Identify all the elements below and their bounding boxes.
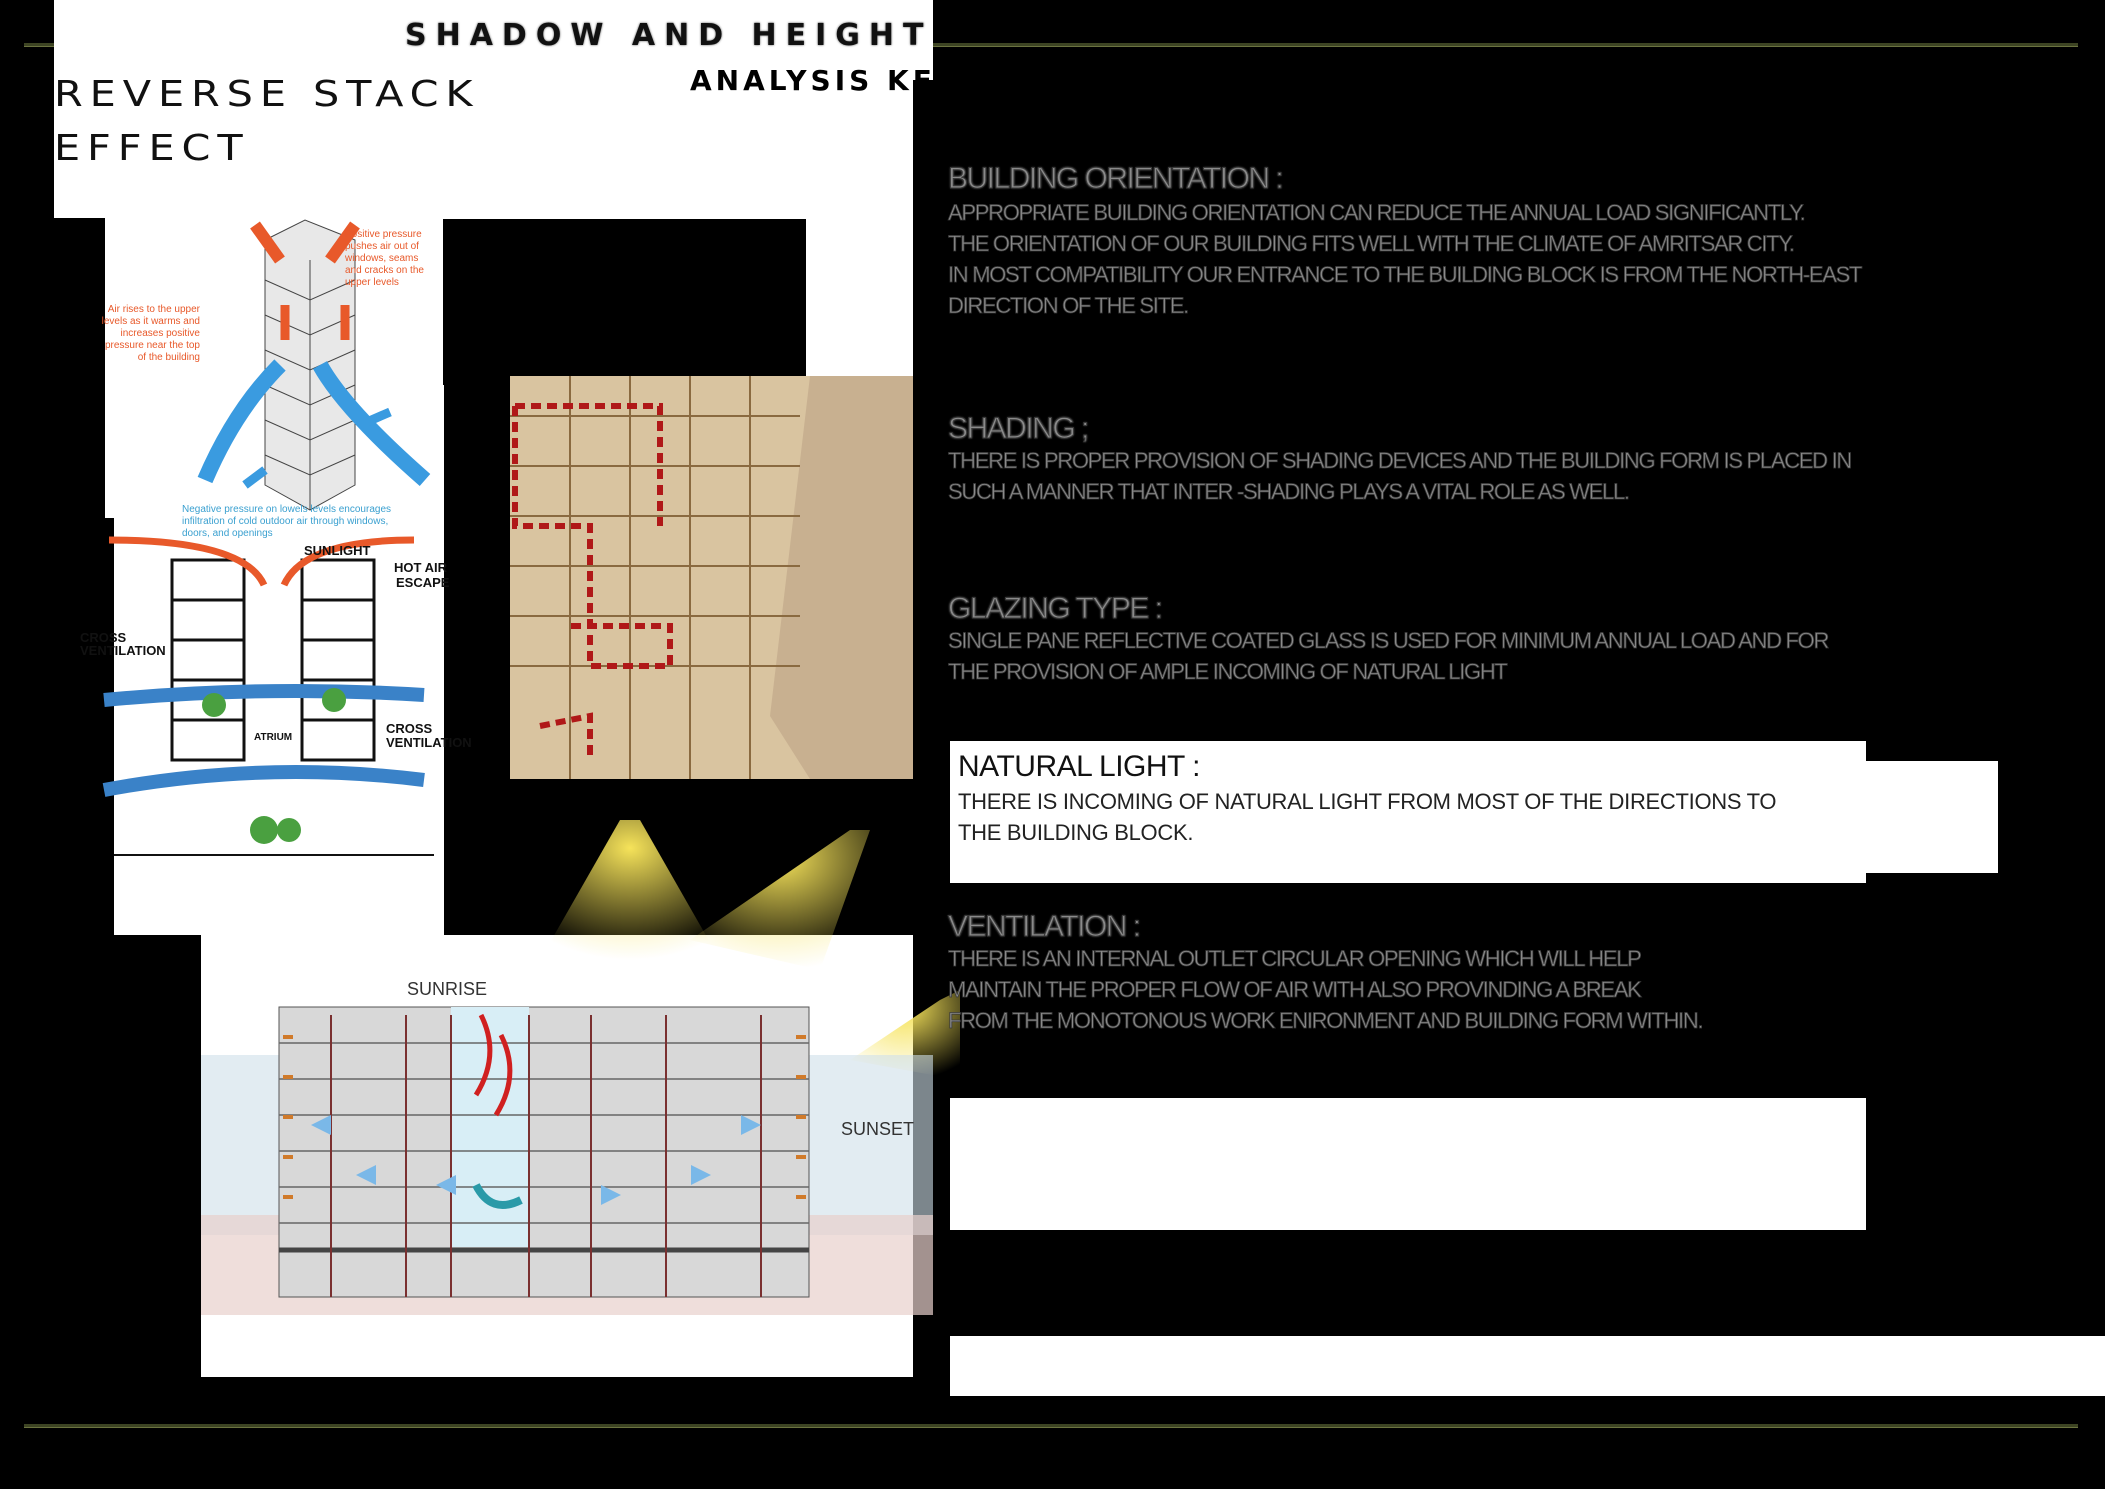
hot-air-label: HOT AIR (394, 560, 447, 575)
svg-text:infiltration of cold outdoor a: infiltration of cold outdoor air through windows, (182, 516, 389, 527)
building-orientation-text: APPROPRIATE BUILDING ORIENTATION CAN REDUCE THE ANNUAL LOAD SIGNIFICANTLY. THE ORIENTATION OF OUR BUILDING FITS WELL WITH THE CLIMATE OF AMRITSAR CITY. IN MOST COMPATIBILITY OUR ENTRANCE TO THE BUILDING BLOCK IS FROM THE NORTH-EAST DIRECTION OF THE SITE. (948, 200, 1862, 318)
natural-light-box-ext (1866, 761, 1998, 873)
svg-text:Air rises to the upper: Air rises to the upper (107, 304, 200, 315)
negative-pressure-label (182, 504, 391, 539)
glazing-text: SINGLE PANE REFLECTIVE COATED GLASS IS USED FOR MINIMUM ANNUAL LOAD AND FOR THE PROVISION OF AMPLE INCOMING OF NATURAL LIGHT (948, 628, 1829, 684)
heading-shading: SHADING ; (948, 412, 1088, 445)
key-label: KEY (887, 64, 961, 97)
sunset-label: SUNSET (841, 1119, 915, 1139)
ventilation-text: THERE IS AN INTERNAL OUTLET CIRCULAR OPENING WHICH WILL HELP MAINTAIN THE PROPER FLOW OF AIR WITH ALSO PROVINDING A BREAK FROM THE MONOTONOUS WORK ENIRONMENT AND BUILDING FORM WITHIN. (948, 946, 1703, 1033)
svg-text:Negative pressure on lowels le: Negative pressure on lowels levels encourages (182, 504, 392, 515)
cross-ventilation-left-label: CROSS (80, 630, 127, 645)
svg-text:VENTILATION: VENTILATION (80, 643, 166, 658)
positive-pressure-label (344, 229, 424, 288)
sunlight-label: SUNLIGHT (304, 543, 371, 558)
heading-ventilation: VENTILATION : (948, 910, 1140, 943)
natural-light-text: THERE IS INCOMING OF NATURAL LIGHT FROM MOST OF THE DIRECTIONS TO THE BUILDING BLOCK. (958, 789, 1777, 845)
bottom-rule (24, 1424, 2078, 1427)
sunrise-label: SUNRISE (407, 979, 488, 999)
atrium-section-diagram (80, 500, 472, 860)
stack-effect-diagram (101, 200, 445, 540)
svg-text:and cracks on the: and cracks on the (345, 265, 424, 276)
svg-text:pressure near the top: pressure near the top (104, 340, 200, 351)
building-section-drawing (201, 935, 933, 1377)
heading-building-orientation: BUILDING ORIENTATION : (948, 162, 1283, 195)
svg-text:Positive pressure: Positive pressure (345, 229, 422, 240)
air-rises-label (102, 304, 201, 363)
board-title: SHADOW AND HEIGHT (405, 18, 933, 53)
building-facade-photo (510, 376, 913, 779)
empty-strip (950, 1336, 2105, 1396)
cross-ventilation-right-label: CROSS (386, 721, 433, 736)
svg-text:VENTILATION: VENTILATION (386, 735, 472, 750)
heading-glazing-type: GLAZING TYPE : (948, 592, 1162, 625)
blank-block (443, 219, 806, 385)
svg-text:ESCAPE: ESCAPE (396, 575, 450, 590)
shading-text: THERE IS PROPER PROVISION OF SHADING DEVICES AND THE BUILDING FORM IS PLACED IN SUCH A MANNER THAT INTER -SHADING PLAYS A VITAL ROLE AS WELL. (948, 448, 1851, 504)
section-title-line2: EFFECT (54, 128, 250, 169)
svg-text:of the building: of the building (137, 352, 200, 363)
board-subtitle: ANALYSIS KEY (690, 64, 961, 97)
svg-text:upper levels: upper levels (345, 277, 399, 288)
svg-text:levels as it warms and: levels as it warms and (101, 316, 200, 327)
gap-block (444, 385, 510, 935)
svg-text:pushes air out of: pushes air out of (345, 241, 419, 252)
empty-box (950, 1098, 1866, 1230)
svg-text:increases positive: increases positive (120, 328, 200, 339)
svg-text:windows, seams: windows, seams (345, 253, 419, 264)
atrium-label: ATRIUM (254, 732, 293, 743)
heading-natural-light: NATURAL LIGHT : (958, 750, 1200, 783)
section-title-line1: REVERSE STACK (54, 74, 480, 115)
svg-text:doors, and openings: doors, and openings (182, 528, 273, 539)
